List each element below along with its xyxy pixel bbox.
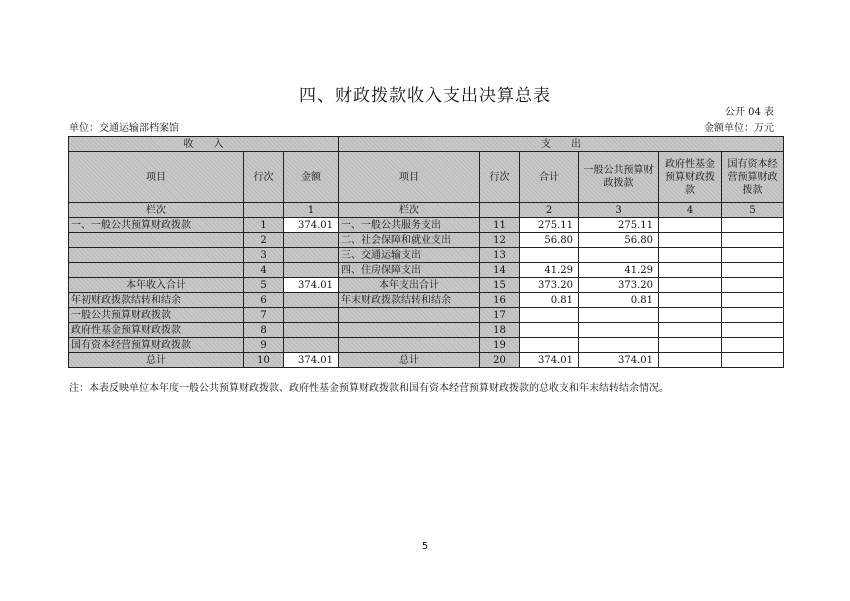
general-budget-cell: 41.29 <box>579 263 659 278</box>
table-row <box>69 248 784 263</box>
expense-item-cell: 本年支出合计 <box>339 278 480 293</box>
state-capital-header: 国有资本经营预算财政拨款 <box>722 152 784 203</box>
income-item-cell: 本年收入合计 <box>69 278 244 293</box>
budget-summary-table <box>68 136 784 368</box>
income-item-cell: 政府性基金预算财政拨款 <box>69 323 244 338</box>
gov-fund-header: 政府性基金预算财政拨款 <box>659 152 722 203</box>
column-number-1: 1 <box>284 203 339 218</box>
income-amount-cell <box>284 308 339 323</box>
income-item-cell: 一般公共预算财政拨款 <box>69 308 244 323</box>
expense-total-cell <box>520 308 579 323</box>
expense-total-cell: 373.20 <box>520 278 579 293</box>
state-capital-cell <box>722 218 784 233</box>
income-item-cell <box>69 248 244 263</box>
expense-total-cell: 275.11 <box>520 218 579 233</box>
expense-row-number: 20 <box>480 353 520 368</box>
state-capital-cell <box>722 278 784 293</box>
expense-item-cell <box>339 323 480 338</box>
state-capital-cell <box>722 323 784 338</box>
income-column-label-blank <box>244 203 284 218</box>
expense-total-cell <box>520 338 579 353</box>
income-amount-cell: 374.01 <box>284 353 339 368</box>
expense-row-number: 12 <box>480 233 520 248</box>
table-row <box>69 308 784 323</box>
gov-fund-cell <box>659 278 722 293</box>
expense-total-cell: 56.80 <box>520 233 579 248</box>
state-capital-cell <box>722 353 784 368</box>
expense-row-number: 17 <box>480 308 520 323</box>
table-row <box>69 218 784 233</box>
income-row-number: 4 <box>244 263 284 278</box>
income-amount-cell: 374.01 <box>284 218 339 233</box>
expense-item-cell: 二、社会保障和就业支出 <box>339 233 480 248</box>
state-capital-cell <box>722 308 784 323</box>
expense-item-cell: 四、住房保障支出 <box>339 263 480 278</box>
table-row <box>69 293 784 308</box>
gov-fund-cell <box>659 233 722 248</box>
state-capital-cell <box>722 293 784 308</box>
expense-row-number: 18 <box>480 323 520 338</box>
state-capital-cell <box>722 248 784 263</box>
expense-item-header: 项目 <box>339 152 480 203</box>
table-row <box>69 323 784 338</box>
gov-fund-cell <box>659 338 722 353</box>
table-row <box>69 278 784 293</box>
expense-item-cell: 三、交通运输支出 <box>339 248 480 263</box>
income-item-cell: 一、一般公共预算财政拨款 <box>69 218 244 233</box>
income-amount-cell <box>284 248 339 263</box>
income-amount-cell <box>284 293 339 308</box>
column-number-3: 3 <box>579 203 659 218</box>
expense-total-cell <box>520 248 579 263</box>
income-item-cell <box>69 263 244 278</box>
income-amount-cell <box>284 263 339 278</box>
income-item-cell: 国有资本经营预算财政拨款 <box>69 338 244 353</box>
income-row-number: 2 <box>244 233 284 248</box>
expense-total-header: 合计 <box>520 152 579 203</box>
expense-column-label-blank <box>480 203 520 218</box>
expense-item-cell <box>339 338 480 353</box>
expense-section-header: 支 出 <box>339 137 784 152</box>
income-row-number: 5 <box>244 278 284 293</box>
state-capital-cell <box>722 233 784 248</box>
expense-item-cell: 一、一般公共服务支出 <box>339 218 480 233</box>
income-row-no-header: 行次 <box>244 152 284 203</box>
expense-row-number: 16 <box>480 293 520 308</box>
income-row-number: 6 <box>244 293 284 308</box>
gov-fund-cell <box>659 308 722 323</box>
expense-item-cell: 年末财政拨款结转和结余 <box>339 293 480 308</box>
income-item-cell: 总计 <box>69 353 244 368</box>
income-amount-header: 金额 <box>284 152 339 203</box>
gov-fund-cell <box>659 353 722 368</box>
income-amount-cell <box>284 338 339 353</box>
state-capital-cell <box>722 338 784 353</box>
general-budget-cell: 373.20 <box>579 278 659 293</box>
gov-fund-cell <box>659 293 722 308</box>
general-budget-cell: 374.01 <box>579 353 659 368</box>
general-budget-cell <box>579 338 659 353</box>
expense-row-number: 11 <box>480 218 520 233</box>
expense-item-cell: 总计 <box>339 353 480 368</box>
income-row-number: 3 <box>244 248 284 263</box>
income-row-number: 7 <box>244 308 284 323</box>
column-number-5: 5 <box>722 203 784 218</box>
general-budget-cell: 0.81 <box>579 293 659 308</box>
page-title: 四、财政拨款收入支出决算总表 <box>299 86 551 106</box>
table-row <box>69 353 784 368</box>
income-item-cell: 年初财政拨款结转和结余 <box>69 293 244 308</box>
general-budget-cell: 275.11 <box>579 218 659 233</box>
gov-fund-cell <box>659 248 722 263</box>
column-number-2: 2 <box>520 203 579 218</box>
reporting-unit: 单位：交通运输部档案馆 <box>69 123 179 134</box>
table-row <box>69 338 784 353</box>
page-number: 5 <box>421 541 429 552</box>
income-row-number: 1 <box>244 218 284 233</box>
expense-total-cell: 374.01 <box>520 353 579 368</box>
gov-fund-cell <box>659 323 722 338</box>
expense-total-cell: 41.29 <box>520 263 579 278</box>
amount-unit: 金额单位：万元 <box>704 123 774 134</box>
form-number: 公开 04 表 <box>724 107 774 118</box>
expense-item-cell <box>339 308 480 323</box>
table-row <box>69 263 784 278</box>
general-budget-cell <box>579 323 659 338</box>
general-budget-cell <box>579 248 659 263</box>
income-amount-cell <box>284 233 339 248</box>
gov-fund-cell <box>659 263 722 278</box>
expense-row-no-header: 行次 <box>480 152 520 203</box>
income-item-header: 项目 <box>69 152 244 203</box>
column-number-4: 4 <box>659 203 722 218</box>
gov-fund-cell <box>659 218 722 233</box>
expense-total-cell <box>520 323 579 338</box>
expense-row-number: 15 <box>480 278 520 293</box>
general-budget-header: 一般公共预算财政拨款 <box>579 152 659 203</box>
income-row-number: 10 <box>244 353 284 368</box>
income-row-number: 8 <box>244 323 284 338</box>
income-section-header: 收 入 <box>69 137 339 152</box>
table-note: 注：本表反映单位本年度一般公共预算财政拨款、政府性基金预算财政拨款和国有资本经营预算财政拨款的总收支和年末结转结余情况。 <box>69 383 669 394</box>
income-amount-cell: 374.01 <box>284 278 339 293</box>
expense-row-number: 13 <box>480 248 520 263</box>
income-column-label: 栏次 <box>69 203 244 218</box>
expense-total-cell: 0.81 <box>520 293 579 308</box>
state-capital-cell <box>722 263 784 278</box>
income-item-cell <box>69 233 244 248</box>
expense-row-number: 14 <box>480 263 520 278</box>
table-row <box>69 233 784 248</box>
expense-row-number: 19 <box>480 338 520 353</box>
income-row-number: 9 <box>244 338 284 353</box>
general-budget-cell: 56.80 <box>579 233 659 248</box>
general-budget-cell <box>579 308 659 323</box>
income-amount-cell <box>284 323 339 338</box>
expense-column-label: 栏次 <box>339 203 480 218</box>
